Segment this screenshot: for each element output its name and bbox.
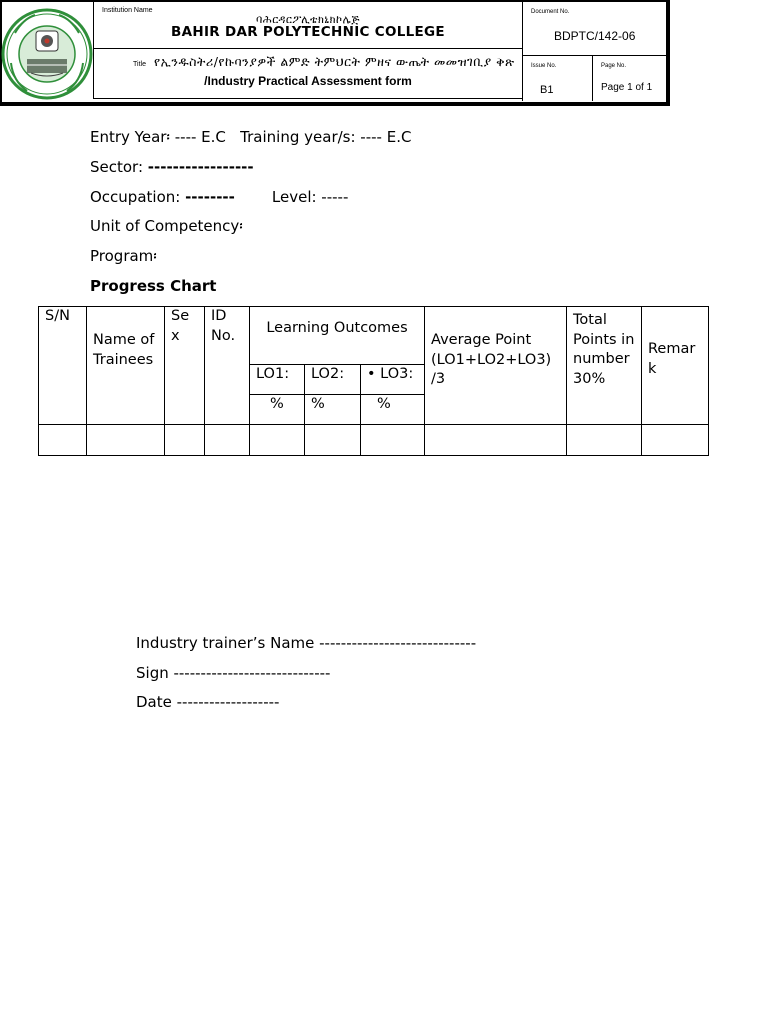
col-lo2-percent: % xyxy=(305,395,361,425)
institution-name: BAHIR DAR POLYTECHNIC COLLEGE xyxy=(171,24,445,40)
level-field: Level: ----- xyxy=(271,188,349,206)
table-cell[interactable] xyxy=(361,425,425,456)
col-learning-outcomes: Learning Outcomes xyxy=(250,307,425,365)
col-average-point: Average Point (LO1+LO2+LO3) /3 xyxy=(425,307,567,425)
date-line: Date ------------------- xyxy=(136,693,280,711)
col-remark: Remar k xyxy=(642,307,709,425)
progress-chart-table xyxy=(38,306,709,456)
col-lo1: LO1: xyxy=(250,365,305,395)
page-no-label: Page No. xyxy=(601,63,627,69)
document-info xyxy=(522,2,666,101)
occupation-value: -------- xyxy=(185,188,235,206)
issue-no-label: Issue No. xyxy=(531,63,557,69)
trainer-name-line: Industry trainer’s Name ----------------------------- xyxy=(136,634,477,652)
table-cell[interactable] xyxy=(305,425,361,456)
document-no-label: Document No. xyxy=(531,9,570,15)
institution-amharic: ባሕርዳርፖሊቴክኒክኮሌጅ xyxy=(255,13,361,26)
occupation-line xyxy=(90,188,348,206)
table-cell[interactable] xyxy=(205,425,250,456)
col-lo2: LO2: xyxy=(305,365,361,395)
col-lo3: • LO3: xyxy=(361,365,425,395)
table-cell[interactable] xyxy=(250,425,305,456)
institution-label: Institution Name xyxy=(102,7,153,14)
program-line: Program፡ xyxy=(90,247,157,265)
title-english: /Industry Practical Assessment form xyxy=(204,74,412,88)
table-cell[interactable] xyxy=(87,425,165,456)
document-no-box xyxy=(523,2,667,56)
document-no: BDPTC/142-06 xyxy=(554,29,636,43)
col-sex: Se x xyxy=(165,307,205,425)
col-lo3-percent: % xyxy=(361,395,425,425)
table-cell[interactable] xyxy=(425,425,567,456)
institution-box xyxy=(93,2,522,49)
progress-chart-heading: Progress Chart xyxy=(90,277,217,295)
title-box xyxy=(93,49,522,99)
col-sn: S/N xyxy=(39,307,87,425)
occupation-label: Occupation: xyxy=(90,188,186,206)
issue-no-box xyxy=(523,56,593,101)
table-cell[interactable] xyxy=(39,425,87,456)
title-label: Title xyxy=(133,61,146,68)
document-header xyxy=(0,0,670,106)
col-id-no: ID No. xyxy=(205,307,250,425)
issue-no: B1 xyxy=(540,84,554,96)
page-no-box xyxy=(593,56,667,101)
sector-line xyxy=(90,158,254,176)
sector-value: ----------------- xyxy=(147,158,254,176)
sign-line: Sign ----------------------------- xyxy=(136,664,331,682)
college-logo xyxy=(1,3,93,103)
unit-of-competency-line: Unit of Competency፡ xyxy=(90,217,243,235)
col-name-of-trainees: Name of Trainees xyxy=(87,307,165,425)
col-lo1-percent: % xyxy=(250,395,305,425)
table-cell[interactable] xyxy=(567,425,642,456)
table-cell[interactable] xyxy=(642,425,709,456)
col-total-points: Total Points in number 30% xyxy=(567,307,642,425)
page-no: Page 1 of 1 xyxy=(601,82,653,93)
entry-year-line: Entry Year፡ ---- E.C Training year/s: ---- E.C xyxy=(90,128,412,146)
table-cell[interactable] xyxy=(165,425,205,456)
title-amharic: የኢንዱስትሪ/የኩባንያዎች ልምድ ትምህርት ምዘና ውጤት መመዝገቢያ ቅጽ xyxy=(154,54,515,69)
table-row xyxy=(39,425,709,456)
sector-label: Sector: xyxy=(90,158,148,176)
